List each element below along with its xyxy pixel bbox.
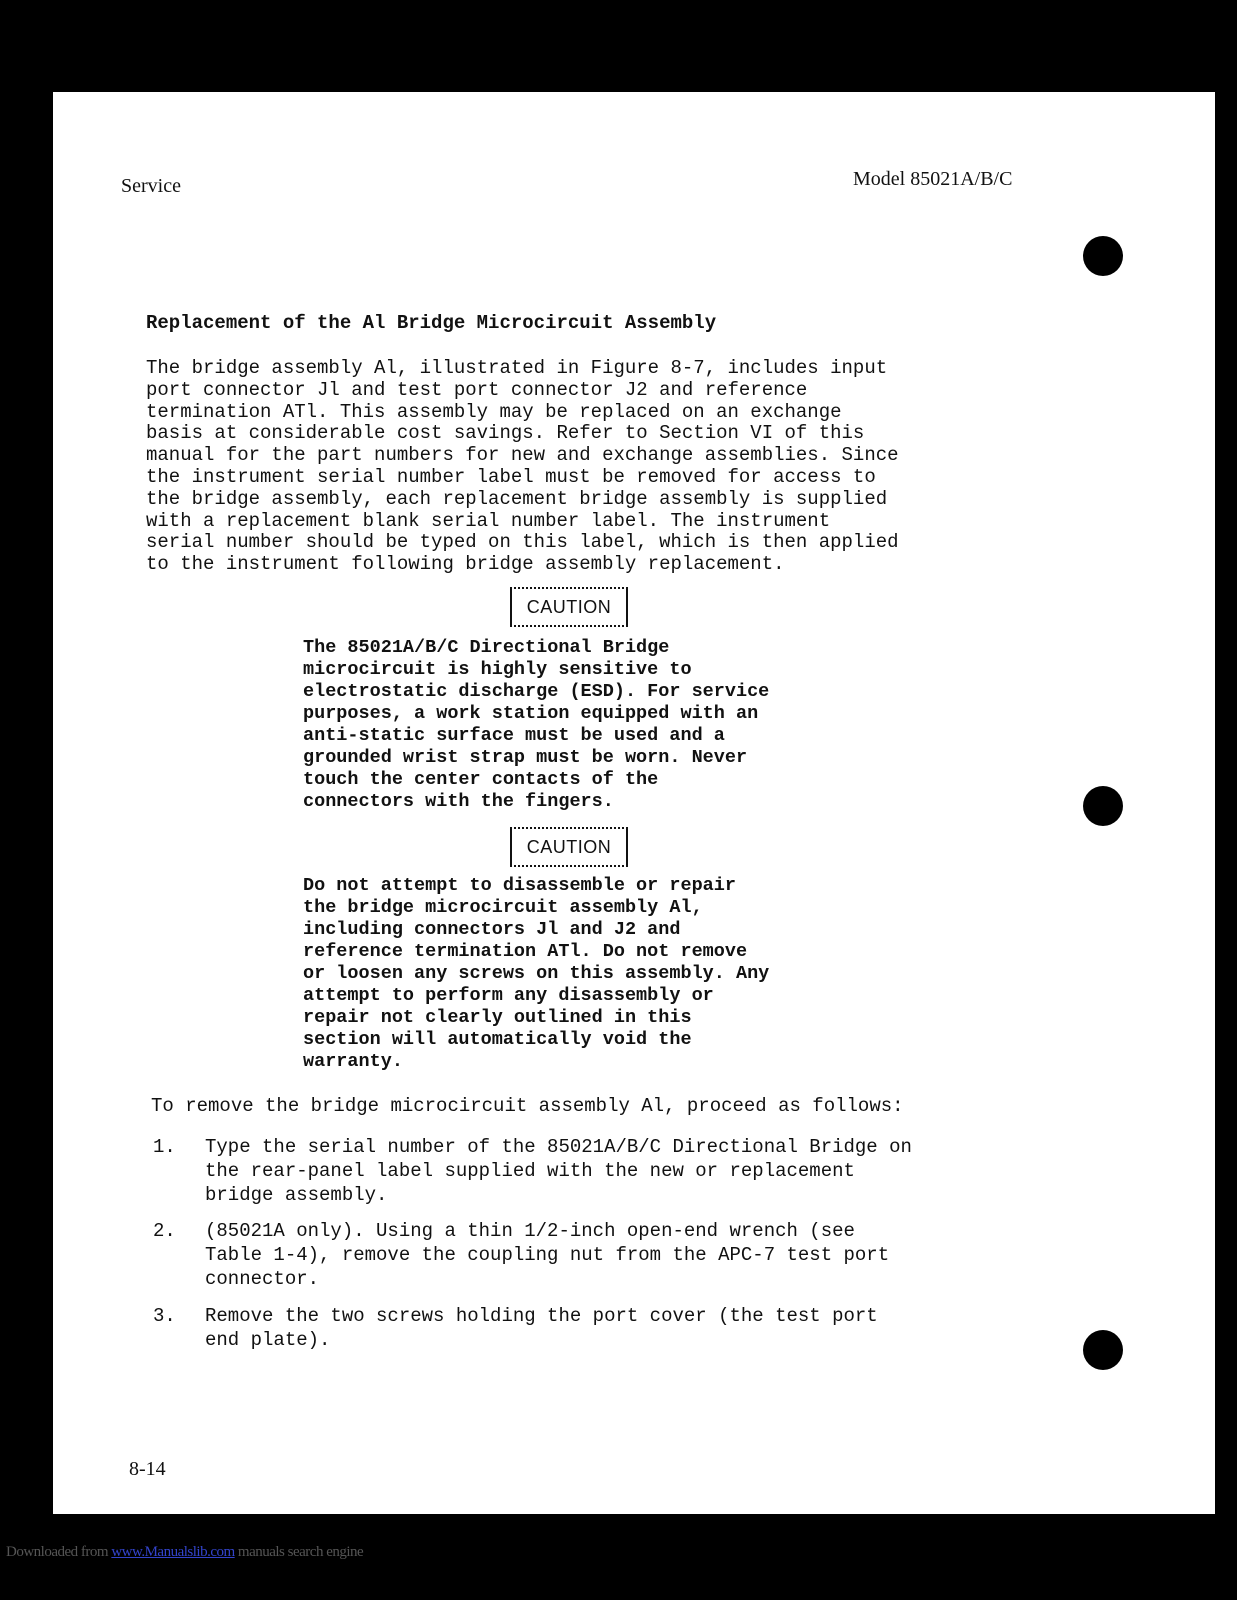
footer-suffix: manuals search engine [234,1544,364,1560]
caution-text: The 85021A/B/C Directional Bridge microcircuit is highly sensitive to electrostatic discharge (ESD). For service purposes, a work station equipped with an anti-static surface must be used and a grounded wrist strap must be worn. Never touch the center contacts of the connectors with the fingers. [303,637,770,812]
model-header: Model 85021A/B/C [853,168,1013,190]
punch-hole-icon [1083,786,1123,826]
caution-label: CAUTION [510,827,628,867]
manualslib-link[interactable]: www.Manualslib.com [111,1544,235,1560]
caution-label: CAUTION [510,587,628,627]
footer-prefix: Downloaded from [6,1544,112,1560]
step-number: 3. [153,1305,176,1327]
step-number: 2. [153,1220,176,1242]
step-text: (85021A only). Using a thin 1/2-inch open-end wrench (see Table 1-4), remove the coupling nut from the APC-7 test port connector. [205,1220,890,1290]
download-footer [6,1544,363,1561]
step-text: Remove the two screws holding the port cover (the test port end plate). [205,1305,878,1351]
step-text: Type the serial number of the 85021A/B/C Directional Bridge on the rear-panel label supplied with the new or replacement bridge assembly. [205,1136,912,1206]
punch-hole-icon [1083,1330,1123,1370]
punch-hole-icon [1083,236,1123,276]
document-page [53,92,1215,1514]
list-item [153,1219,889,1291]
section-header: Service [121,175,181,197]
step-number: 1. [153,1136,176,1158]
caution-text: Do not attempt to disassemble or repair the bridge microcircuit assembly Al, including connectors Jl and J2 and reference termination ATl. Do not remove or loosen any screws on this assembly. Any attempt to perform any disassembly or repair not clearly outlined in this section will automatically void the warranty. [303,875,770,1072]
procedure-intro: To remove the bridge microcircuit assembly Al, proceed as follows: [151,1095,904,1117]
page-number: 8-14 [129,1458,166,1480]
body-paragraph: The bridge assembly Al, illustrated in Figure 8-7, includes input port connector Jl and test port connector J2 and reference termination ATl. This assembly may be replaced on an exchange basis at considerable cost savings. Refer to Section VI of this manual for the part numbers for new and exchange assemblies. Since the instrument serial number label must be removed for access to the bridge assembly, each replacement bridge assembly is supplied with a replacement blank serial number label. The instrument serial number should be typed on this label, which is then applied to the instrument following bridge assembly replacement. [146,357,899,576]
section-title: Replacement of the Al Bridge Microcircuit Assembly [146,312,717,334]
list-item [153,1135,912,1207]
list-item [153,1304,878,1352]
